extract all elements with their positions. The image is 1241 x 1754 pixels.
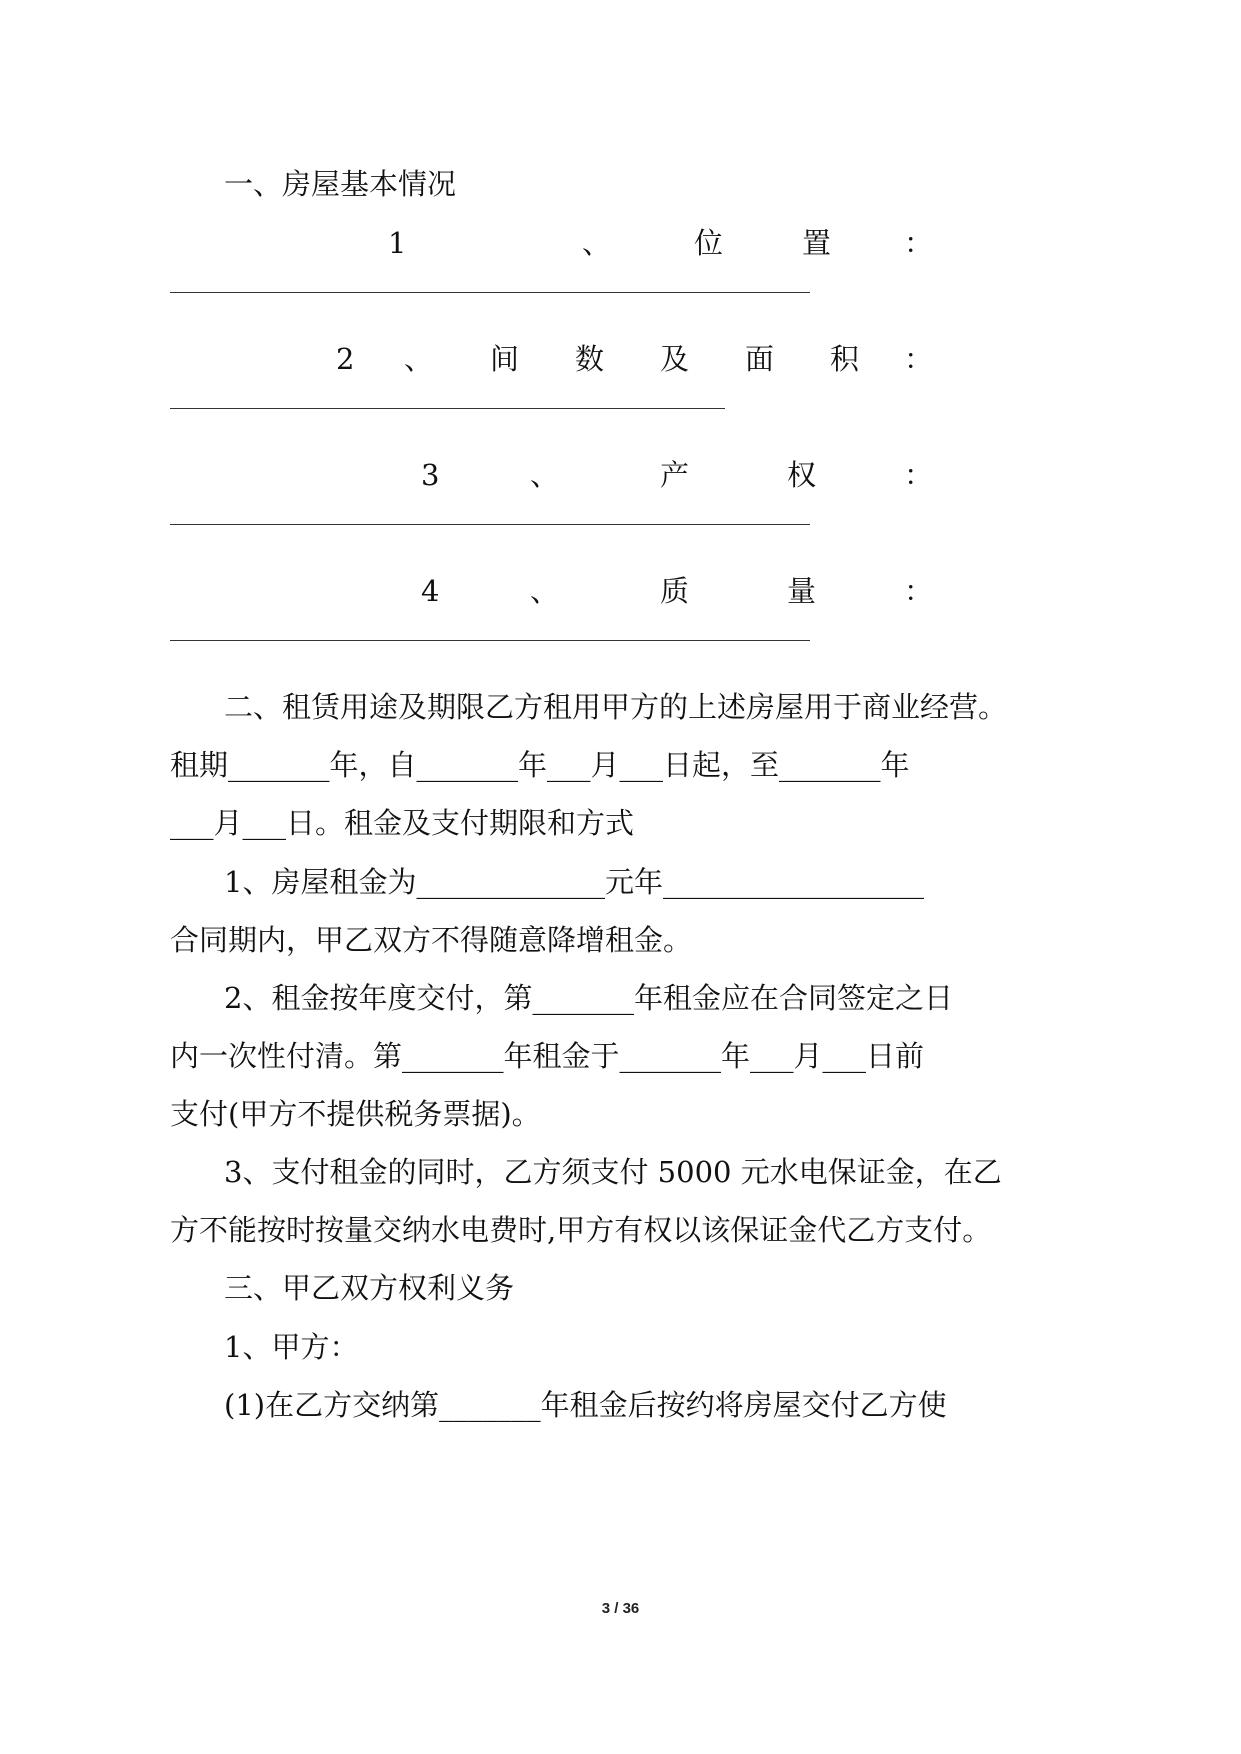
item-colon: ： (904, 342, 934, 376)
item-number: 1 (388, 226, 407, 260)
paragraph-line (0, 1210, 1241, 1250)
item-position-row (0, 223, 1241, 263)
blank-line (170, 524, 810, 525)
line-text: ___月___日。租金及支付期限和方式 (170, 806, 635, 840)
blank-line (170, 408, 725, 409)
item-char: 位 (694, 226, 724, 260)
item-colon: ： (904, 458, 934, 492)
item-quality-row (0, 571, 1241, 611)
page-number: 3 / 36 (601, 1600, 640, 1617)
item-number: 2 (336, 342, 355, 376)
paragraph-line (0, 687, 1241, 727)
paragraph-line (0, 1152, 1241, 1192)
line-text: 内一次性付清。第_______年租金于_______年___月___日前 (170, 1039, 925, 1073)
item-separator: 、 (530, 458, 560, 492)
heading-text: 一、房屋基本情况 (224, 167, 457, 201)
paragraph-line (0, 1327, 1241, 1367)
paragraph-line (0, 1385, 1241, 1425)
item-char: 质 (660, 574, 690, 608)
item-char: 置 (802, 226, 832, 260)
blank-line (170, 640, 810, 641)
line-text: 2、租金按年度交付，第_______年租金应在合同签定之日 (224, 981, 953, 1015)
item-colon: ： (904, 574, 934, 608)
item-char: 及 (660, 342, 690, 376)
paragraph-line (0, 803, 1241, 843)
item-char: 数 (575, 342, 605, 376)
line-text: 3、支付租金的同时，乙方须支付 5000 元水电保证金，在乙 (224, 1155, 1002, 1189)
line-text: 1、甲方： (224, 1330, 359, 1364)
paragraph-line (0, 745, 1241, 785)
item-char: 产 (660, 458, 690, 492)
paragraph-line (0, 1094, 1241, 1134)
paragraph-line (0, 1036, 1241, 1076)
line-text: 合同期内，甲乙双方不得随意降增租金。 (170, 923, 693, 957)
item-separator: 、 (404, 342, 434, 376)
line-text: 租期_______年，自_______年___月___日起，至_______年 (170, 748, 910, 782)
item-number: 3 (421, 458, 440, 492)
blank-line (170, 292, 810, 293)
item-char: 量 (787, 574, 817, 608)
item-char: 积 (830, 342, 860, 376)
paragraph-line (0, 920, 1241, 960)
item-separator: 、 (530, 574, 560, 608)
section-heading (0, 164, 1241, 204)
item-number: 4 (421, 574, 440, 608)
item-char: 间 (490, 342, 520, 376)
line-text: 支付(甲方不提供税务票据)。 (170, 1097, 541, 1131)
line-text: 二、租赁用途及期限乙方租用甲方的上述房屋用于商业经营。 (224, 690, 1008, 724)
item-char: 权 (787, 458, 817, 492)
item-colon: ： (904, 226, 934, 260)
item-char: 面 (745, 342, 775, 376)
item-rooms-area-row (0, 339, 1241, 379)
item-separator: 、 (582, 226, 612, 260)
line-text: (1)在乙方交纳第_______年租金后按约将房屋交付乙方使 (224, 1388, 947, 1422)
line-text: 1、房屋租金为_____________元年__________________ (224, 865, 924, 899)
paragraph-line (0, 1268, 1241, 1308)
paragraph-line (0, 978, 1241, 1018)
line-text: 三、甲乙双方权利义务 (224, 1271, 515, 1305)
line-text: 方不能按时按量交纳水电费时,甲方有权以该保证金代乙方支付。 (170, 1213, 992, 1247)
item-ownership-row (0, 455, 1241, 495)
paragraph-line (0, 862, 1241, 902)
